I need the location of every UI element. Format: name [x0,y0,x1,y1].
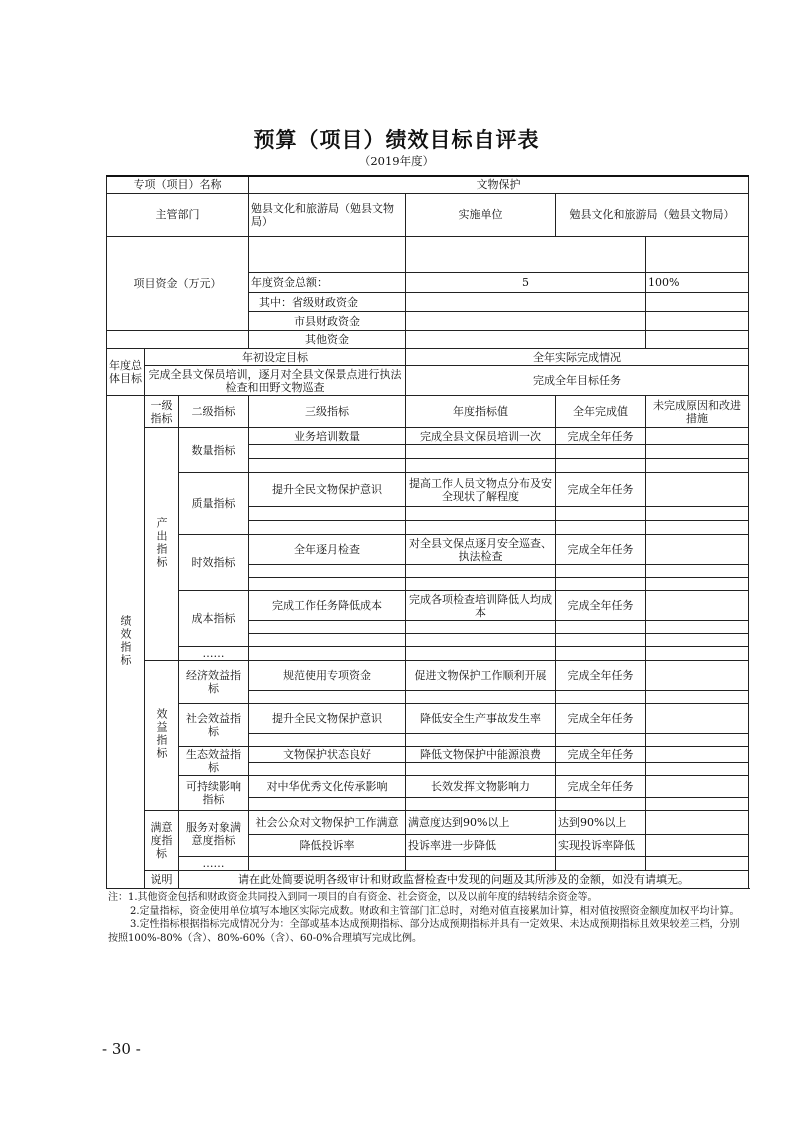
reason-header: 未完成原因和改进措施 [646,396,749,428]
initial-goal-text: 完成全县文保员培训，逐月对全县文保景点进行执法检查和田野文物巡查 [145,366,406,396]
quantity-l2: 数量指标 [179,428,249,473]
service-done-b: 实现投诉率降低 [556,835,646,857]
quality-target: 提高工作人员文物点分布及安全现状了解程度 [406,473,556,507]
funds-blank-1 [249,236,406,273]
ecological-done: 完成全年任务 [556,747,646,763]
dept-value: 勉县文化和旅游局（勉县文物局） [249,193,406,236]
footnotes [108,891,748,945]
actual-status-label: 全年实际完成情况 [406,349,749,366]
service-target-a: 满意度达到90%以上 [406,811,556,835]
overall-goal-label: 年度总体目标 [107,349,145,396]
sustainable-l3: 对中华优秀文化传承影响 [249,776,406,798]
level3-header: 三级指标 [249,396,406,428]
cost-l3: 完成工作任务降低成本 [249,591,406,621]
page-number: - 30 - [102,1040,141,1058]
satisfaction-ellipsis: …… [179,857,249,871]
city-funds-label: 市县财政资金 [249,312,406,331]
quantity-l3: 业务培训数量 [249,428,406,445]
quantity-target: 完成全县文保员培训一次 [406,428,556,445]
ecological-target: 降低文物保护中能源浪费 [406,747,556,763]
social-l3: 提升全民文物保护意识 [249,704,406,734]
sustainable-done: 完成全年任务 [556,776,646,798]
cost-target: 完成各项检查培训降低人均成本 [406,591,556,621]
service-target-b: 投诉率进一步降低 [406,835,556,857]
timeliness-target: 对全县文保点逐月安全巡查、执法检查 [406,535,556,565]
social-target: 降低安全生产事故发生率 [406,704,556,734]
funds-blank-2 [406,236,646,272]
social-done: 完成全年任务 [556,704,646,734]
economic-target: 促进文物保护工作顺利开展 [406,661,556,691]
output-ellipsis: …… [179,647,249,661]
timeliness-l2: 时效指标 [179,535,249,591]
perf-indicator-label: 绩效指标 [107,396,145,889]
funds-blank-3 [646,236,749,272]
quality-l2: 质量指标 [179,473,249,535]
cost-l2: 成本指标 [179,591,249,647]
ecological-l3: 文物保护状态良好 [249,747,406,763]
quality-l3: 提升全民文物保护意识 [249,473,406,507]
exec-rate-value: 100% [646,273,749,293]
impl-unit-label: 实施单位 [406,193,556,236]
service-l2: 服务对象满意度指标 [179,811,249,857]
actual-status-text: 完成全年目标任务 [406,366,749,396]
page-subtitle-year: （2019年度） [358,154,435,168]
performance-self-evaluation-table [106,175,749,889]
completion-header: 全年完成值 [556,396,646,428]
annual-value-header: 年度指标值 [406,396,556,428]
impl-unit-value: 勉县文化和旅游局（勉县文物局） [556,193,749,236]
quality-done: 完成全年任务 [556,473,646,507]
quantity-done: 完成全年任务 [556,428,646,445]
annual-total-label: 年度资金总额： [249,273,406,293]
sustainable-target: 长效发挥文物影响力 [406,776,556,798]
ecological-l2: 生态效益指标 [179,747,249,776]
service-l3b: 降低投诉率 [249,835,406,857]
satisfaction-label: 满意度指标 [145,811,179,871]
initial-goal-label: 年初设定目标 [145,349,406,366]
project-name-label: 专项（项目）名称 [107,176,249,193]
remark-text: 请在此处简要说明各级审计和财政监督检查中发现的问题及其所涉及的金额，如没有请填无。 [179,871,749,889]
other-funds-label: 其他资金 [249,331,406,349]
note-1: 注：1.其他资金包括和财政资金共同投入到同一项目的自有资金、社会资金，以及以前年度的结转结余资金等。 [108,892,598,903]
note-3: 3.定性指标根据指标完成情况分为：全部或基本达成预期指标、部分达成预期指标并具有一定效果、未达成预期指标且效果较差三档，分别按照100%-80%（含）、80%-60%（含）、60-0%合理填写完成比例。 [108,919,740,944]
funds-label: 项目资金（万元） [107,236,249,331]
project-name-value: 文物保护 [249,176,749,193]
service-l3a: 社会公众对文物保护工作满意 [249,811,406,835]
economic-done: 完成全年任务 [556,661,646,691]
economic-l2: 经济效益指标 [179,661,249,704]
output-label: 产出指标 [145,428,179,661]
provincial-funds-label: 其中：省级财政资金 [249,293,406,312]
annual-total-value: 5 [406,273,646,293]
level1-header: 一级指标 [145,396,179,428]
sustainable-l2: 可持续影响指标 [179,776,249,811]
dept-label: 主管部门 [107,193,249,236]
service-done-a: 达到90%以上 [556,811,646,835]
level2-header: 二级指标 [179,396,249,428]
note-2: 2.定量指标，资金使用单位填写本地区实际完成数。财政和主管部门汇总时，对绝对值直接累加计算，相对值按照资金额度加权平均计算。 [130,905,740,917]
benefit-label: 效益指标 [145,661,179,811]
timeliness-l3: 全年逐月检查 [249,535,406,565]
timeliness-done: 完成全年任务 [556,535,646,565]
social-l2: 社会效益指标 [179,704,249,747]
page-title: 预算（项目）绩效目标自评表 [253,127,540,152]
economic-l3: 规范使用专项资金 [249,661,406,691]
cost-done: 完成全年任务 [556,591,646,621]
remark-label: 说明 [145,871,179,889]
